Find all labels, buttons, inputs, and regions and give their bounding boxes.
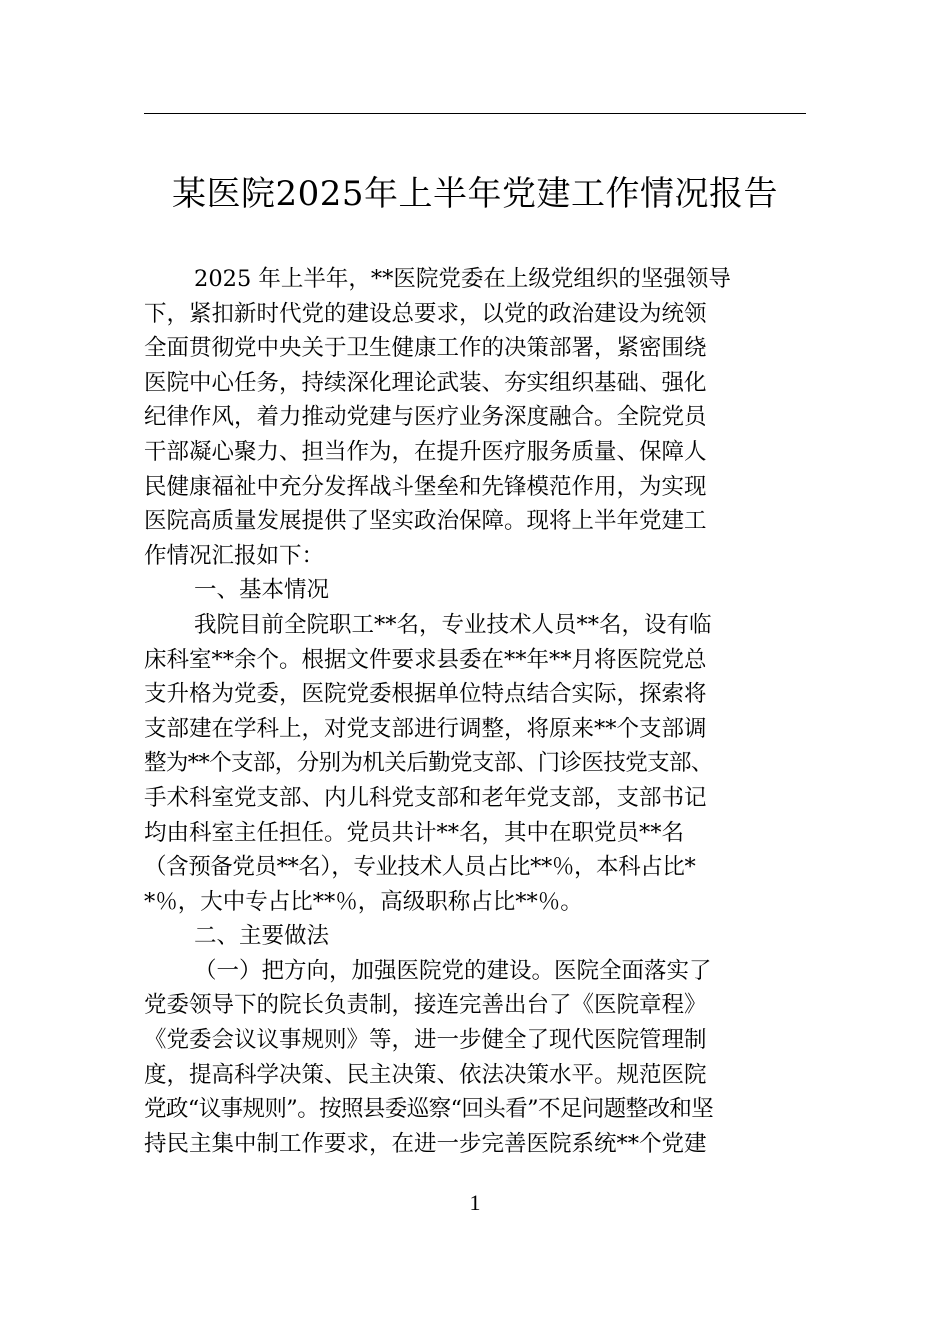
header-rule (144, 113, 806, 114)
text-line: 纪律作风，着力推动党建与医疗业务深度融合。全院党员 (144, 404, 707, 431)
text-line: 支部建在学科上，对党支部进行调整，将原来**个支部调 (144, 715, 707, 742)
text-line: 2025 年上半年，**医院党委在上级党组织的坚强领导 (194, 266, 731, 292)
text-line: 作情况汇报如下： (144, 542, 325, 569)
text-line: 医院中心任务，持续深化理论武装、夯实组织基础、强化 (144, 369, 707, 396)
section-heading: 二、主要做法 (194, 923, 330, 950)
section-heading: 一、基本情况 (194, 577, 330, 604)
text-line: 民健康福祉中充分发挥战斗堡垒和先锋模范作用，为实现 (144, 473, 707, 500)
section-heading-basic (144, 573, 806, 608)
section-heading-practice (144, 919, 806, 954)
text-line: 度，提高科学决策、民主决策、依法决策水平。规范医院 (144, 1061, 707, 1088)
text-line: 支升格为党委，医院党委根据单位特点结合实际，探索将 (144, 681, 707, 708)
text-line: 下，紧扣新时代党的建设总要求，以党的政治建设为统领 (144, 300, 707, 327)
text-line: 《党委会议议事规则》等，进一步健全了现代医院管理制 (144, 1027, 707, 1054)
text-line: 医院高质量发展提供了坚实政治保障。现将上半年党建工 (144, 508, 707, 535)
text-line: 床科室**余个。根据文件要求县委在**年**月将医院党总 (144, 646, 707, 673)
intro-paragraph (144, 262, 806, 573)
text-line: 全面贯彻党中央关于卫生健康工作的决策部署，紧密围绕 (144, 335, 707, 362)
text-line: *％，大中专占比**％，高级职称占比**％。 (144, 888, 583, 915)
text-line: 手术科室党支部、内儿科党支部和老年党支部，支部书记 (144, 784, 707, 811)
text-line: 整为**个支部，分别为机关后勤党支部、门诊医技党支部、 (144, 750, 713, 777)
text-line: 持民主集中制工作要求，在进一步完善医院系统**个党建 (144, 1130, 707, 1157)
page-number: 1 (469, 1190, 481, 1215)
basic-paragraph (144, 608, 806, 919)
document-body (144, 262, 806, 1161)
practice-paragraph (144, 954, 806, 1162)
text-line: （一）把方向，加强医院党的建设。医院全面落实了 (194, 957, 712, 984)
text-line: 我院目前全院职工**名，专业技术人员**名，设有临 (194, 611, 712, 638)
document-title: 某医院2025年上半年党建工作情况报告 (171, 174, 779, 214)
text-line: 党委领导下的院长负责制，接连完善出台了《医院章程》 (144, 992, 707, 1019)
text-line: 均由科室主任担任。党员共计**名，其中在职党员**名 (144, 819, 685, 846)
text-line: 党政“议事规则”。按照县委巡察“回头看”不足问题整改和坚 (144, 1096, 714, 1123)
text-line: 干部凝心聚力、担当作为，在提升医疗服务质量、保障人 (144, 438, 707, 465)
text-line: （含预备党员**名），专业技术人员占比**％，本科占比* (144, 854, 696, 881)
